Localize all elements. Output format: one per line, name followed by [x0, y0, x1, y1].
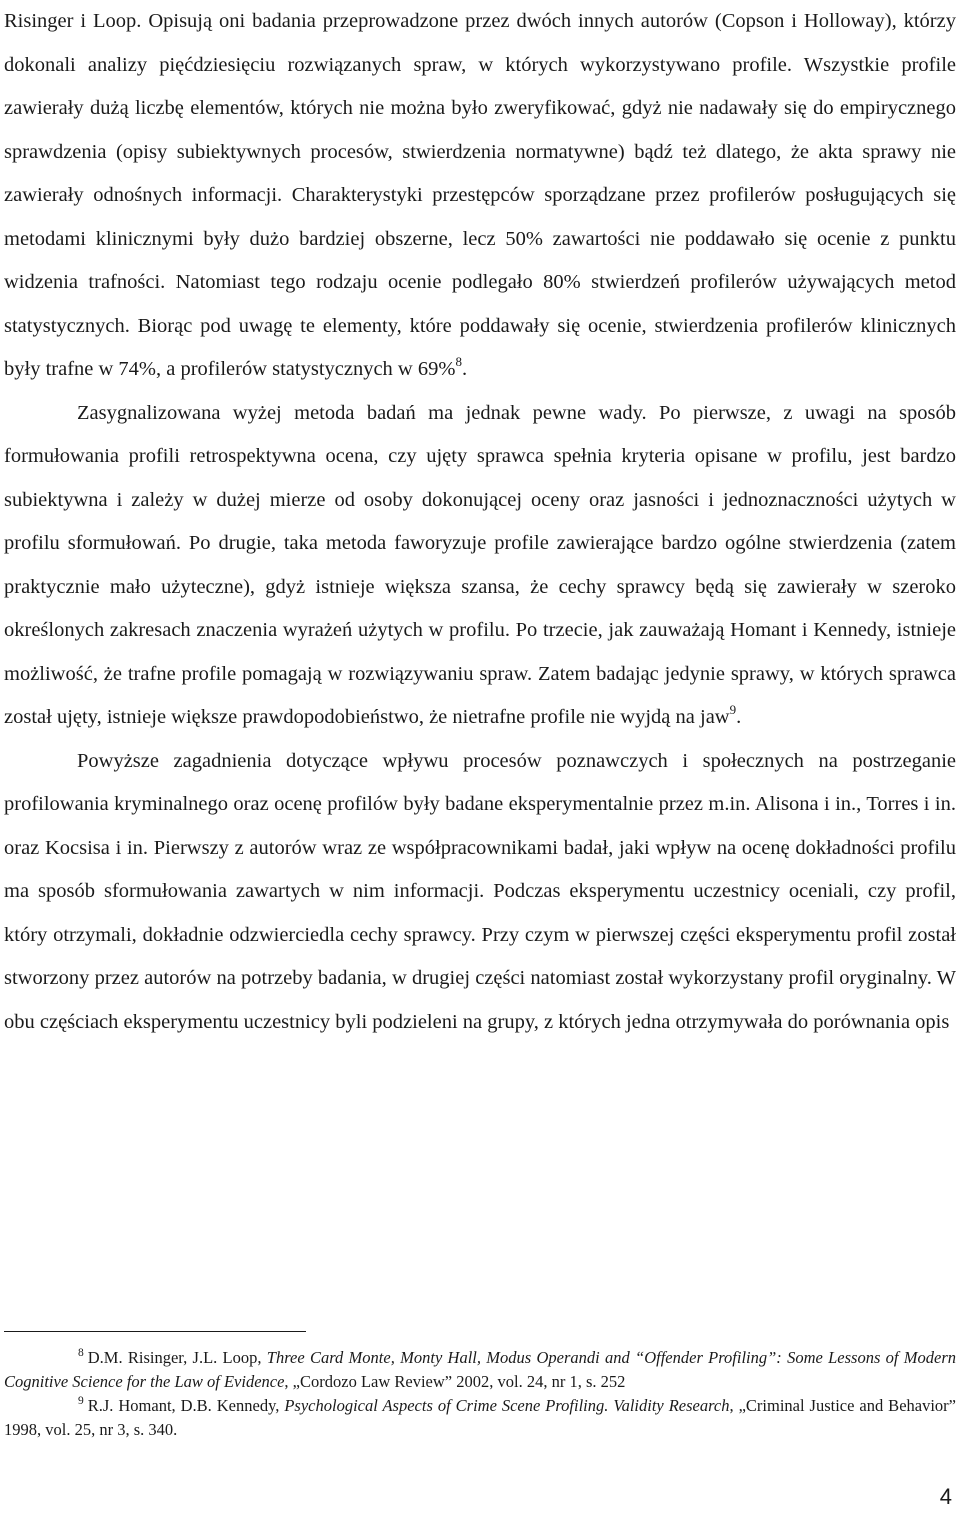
footnote-8-title: Three Card Monte, Monty Hall, Modus Operandi and “Offender Profiling”: Some Lessons of Modern Cognitive Science for the Law of Evidence [4, 1348, 956, 1391]
footnote-9 [4, 1394, 956, 1442]
footnote-9-title: Psychological Aspects of Crime Scene Profiling. Validity Research [284, 1396, 730, 1415]
footnote-ref-9: 9 [729, 702, 737, 717]
paragraph-3-text: Powyższe zagadnienia dotyczące wpływu procesów poznawczych i społecznych na postrzeganie profilowania kryminalnego oraz ocenę profilów były badane eksperymentalnie przez m.in. Alisona i in., Torres i in. oraz Kocsisa i in. Pierwszy z autorów wraz ze współpracownikami badał, jaki wpływ na ocenę dokładności profilu ma sposób sformułowania zawartych w nim informacji. Podczas eksperymentu uczestnicy oceniali, czy profil, który otrzymali, dokładnie odzwierciedla cechy sprawcy. Przy czym w pierwszej części eksperymentu profil został stworzony przez autorów na potrzeby badania, w drugiej części natomiast został wykorzystany profil oryginalny. W obu częściach eksperymentu uczestnicy byli podzieleni na grupy, z których jedna otrzymywała do porównania opis [4, 749, 956, 1033]
footnote-8-number: 8 [78, 1347, 84, 1359]
body-text [4, 0, 956, 1044]
paragraph-2-text: Zasygnalizowana wyżej metoda badań ma jednak pewne wady. Po pierwsze, z uwagi na sposób formułowania profili retrospektywna ocena, czy ujęty sprawca spełnia kryteria opisane w profilu, jest bardzo subiektywna i zależy w dużej mierze od osoby dokonującej oceny oraz jasności i jednoznaczności użytych w profilu sformułowań. Po drugie, taka metoda faworyzuje profile zawierające bardzo ogólne stwierdzenia (zatem praktycznie mało użyteczne), gdyż istnieje większa szansa, że cechy sprawcy będą się zawierały w szeroko określonych zakresach znaczenia wyrażeń użytych w profilu. Po trzecie, jak zauważają Homant i Kennedy, istnieje możliwość, że trafne profile pomagają w rozwiązywaniu spraw. Zatem badając jedynie sprawy, w których sprawca został ujęty, istnieje większe prawdopodobieństwo, że nietrafne profile nie wyjdą na jaw [4, 401, 956, 728]
footnote-8-source: , „Cordozo Law Review” 2002, vol. 24, nr 1, s. 252 [284, 1372, 626, 1391]
paragraph-1-text: Risinger i Loop. Opisują oni badania przeprowadzone przez dwóch innych autorów (Copson i Holloway), którzy dokonali analizy pięćdziesięciu rozwiązanych spraw, w których wykorzystywano profile. Wszystkie profile zawierały dużą liczbę elementów, których nie można było zweryfikować, gdyż nie nadawały się do empirycznego sprawdzenia (opisy subiektywnych procesów, stwierdzenia normatywne) bądź też dlatego, że akta sprawy nie zawierały odnośnych informacji. Charakterystyki przestępców sporządzane przez profilerów posługujących się metodami klinicznymi były dużo bardziej obszerne, lecz 50% zawartości nie poddawało się ocenie z punktu widzenia trafności. Natomiast tego rodzaju ocenie podlegało 80% stwierdzeń profilerów używających metod statystycznych. Biorąc pod uwagę te elementy, które poddawały się ocenie, stwierdzenia profilerów klinicznych były trafne w 74%, a profilerów statystycznych w 69% [4, 10, 956, 380]
paragraph-2 [4, 392, 956, 740]
footnote-9-authors: R.J. Homant, D.B. Kennedy, [87, 1396, 285, 1415]
paragraph-3 [4, 740, 956, 1045]
footnote-8 [4, 1346, 956, 1394]
footnote-ref-8: 8 [455, 354, 462, 369]
paragraph-1 [4, 0, 956, 392]
paragraph-2-end: . [736, 706, 742, 728]
footnote-9-number: 9 [78, 1395, 84, 1407]
footnote-9-source: , „Criminal Justice and Behavior” 1998, vol. 25, nr 3, s. 340. [4, 1396, 956, 1439]
footnote-separator [4, 1331, 306, 1332]
footnote-8-authors: D.M. Risinger, J.L. Loop, [87, 1348, 267, 1367]
page-number: 4 [939, 1484, 952, 1509]
footnotes [4, 1346, 956, 1442]
paragraph-1-end: . [461, 358, 468, 380]
